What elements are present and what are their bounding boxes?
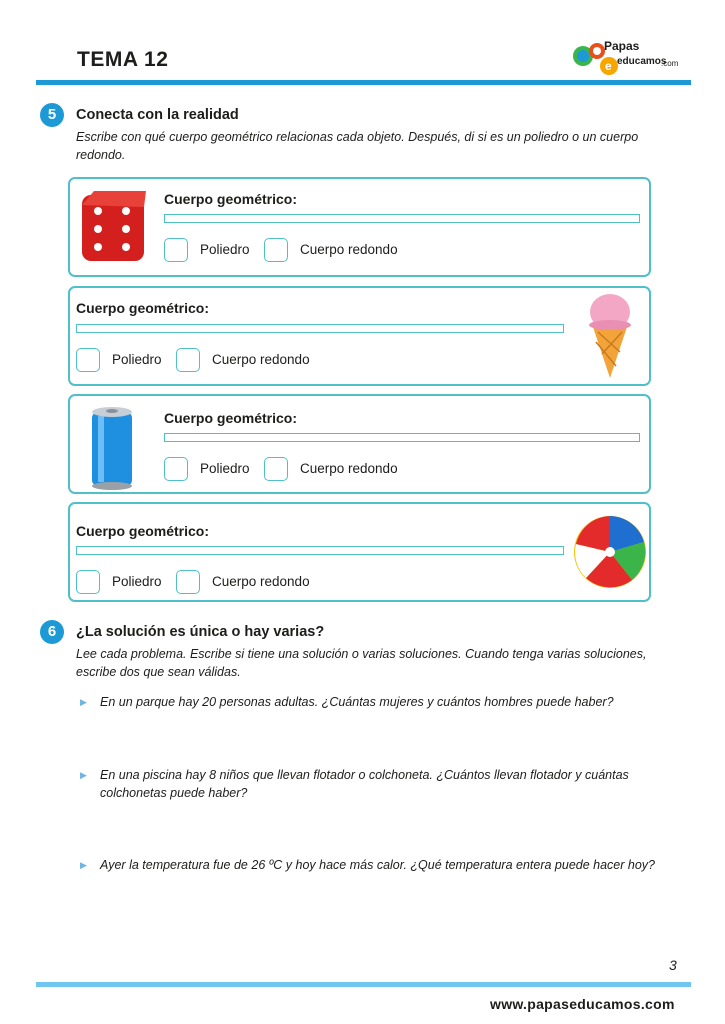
can-icon: [88, 402, 138, 490]
card-4-answer-line[interactable]: [76, 546, 564, 555]
card-3-answer-line[interactable]: [164, 433, 640, 442]
card-4-label: Cuerpo geométrico:: [76, 523, 210, 539]
card-2-redondo-label: Cuerpo redondo: [212, 352, 310, 367]
footer-divider: [36, 982, 691, 987]
bullet-arrow-icon: ▶: [80, 770, 87, 780]
exercise-number-6: 6: [40, 620, 64, 644]
card-2-poliedro-checkbox[interactable]: [76, 348, 100, 372]
card-3-redondo-label: Cuerpo redondo: [300, 461, 398, 476]
card-1-redondo-label: Cuerpo redondo: [300, 242, 398, 257]
exercise-5-heading: Conecta con la realidad: [76, 107, 239, 123]
card-2-label: Cuerpo geométrico:: [76, 300, 210, 316]
card-dado: [68, 177, 651, 277]
card-helado: [68, 286, 651, 386]
card-2-redondo-checkbox[interactable]: [176, 348, 200, 372]
svg-text:e: e: [605, 59, 612, 73]
card-4-poliedro-label: Poliedro: [112, 574, 162, 589]
card-4-poliedro-checkbox[interactable]: [76, 570, 100, 594]
card-2-answer-line[interactable]: [76, 324, 564, 333]
bullet-arrow-icon: ▶: [80, 697, 87, 707]
page-title: TEMA 12: [77, 48, 169, 71]
card-3-poliedro-label: Poliedro: [200, 461, 250, 476]
bullet-arrow-icon: ▶: [80, 860, 87, 870]
beach-ball-icon: [572, 514, 648, 590]
exercise-number-5: 5: [40, 103, 64, 127]
card-1-label: Cuerpo geométrico:: [164, 191, 298, 207]
card-pelota: [68, 502, 651, 602]
card-3-poliedro-checkbox[interactable]: [164, 457, 188, 481]
exercise-6-heading: ¿La solución es única o hay varias?: [76, 624, 325, 640]
card-3-label: Cuerpo geométrico:: [164, 410, 298, 426]
card-3-redondo-checkbox[interactable]: [264, 457, 288, 481]
exercise-5-instruction: Escribe con qué cuerpo geométrico relacionas cada objeto. Después, di si es un poliedro o un cuerpo redondo.: [76, 130, 639, 162]
page-number: 3: [669, 957, 677, 973]
footer-website[interactable]: www.papaseducamos.com: [490, 996, 675, 1012]
problem-1: En un parque hay 20 personas adultas. ¿Cuántas mujeres y cuántos hombres puede haber?: [100, 695, 614, 709]
header-divider: [36, 80, 691, 85]
card-lata: [68, 394, 651, 494]
logo-text-papas: Papas: [604, 39, 640, 53]
card-4-redondo-checkbox[interactable]: [176, 570, 200, 594]
papaseducamos-logo: [571, 38, 691, 78]
card-1-answer-line[interactable]: [164, 214, 640, 223]
problem-3: Ayer la temperatura fue de 26 ºC y hoy hace más calor. ¿Qué temperatura entera puede hacer hoy?: [100, 858, 655, 872]
card-4-redondo-label: Cuerpo redondo: [212, 574, 310, 589]
problem-2: En una piscina hay 8 niños que llevan flotador o colchoneta. ¿Cuántos llevan flotador y cuántas colchonetas puede haber?: [100, 768, 629, 800]
exercise-6-instruction: Lee cada problema. Escribe si tiene una solución o varias soluciones. Cuando tenga varias soluciones, escribe dos que sean válidas.: [76, 647, 647, 679]
card-1-redondo-checkbox[interactable]: [264, 238, 288, 262]
card-1-poliedro-label: Poliedro: [200, 242, 250, 257]
card-1-poliedro-checkbox[interactable]: [164, 238, 188, 262]
logo-text-com: .com: [661, 59, 679, 68]
dice-icon: [80, 187, 150, 269]
ice-cream-icon: [586, 292, 634, 380]
card-2-poliedro-label: Poliedro: [112, 352, 162, 367]
logo-text-educamos: educamos: [617, 56, 667, 67]
